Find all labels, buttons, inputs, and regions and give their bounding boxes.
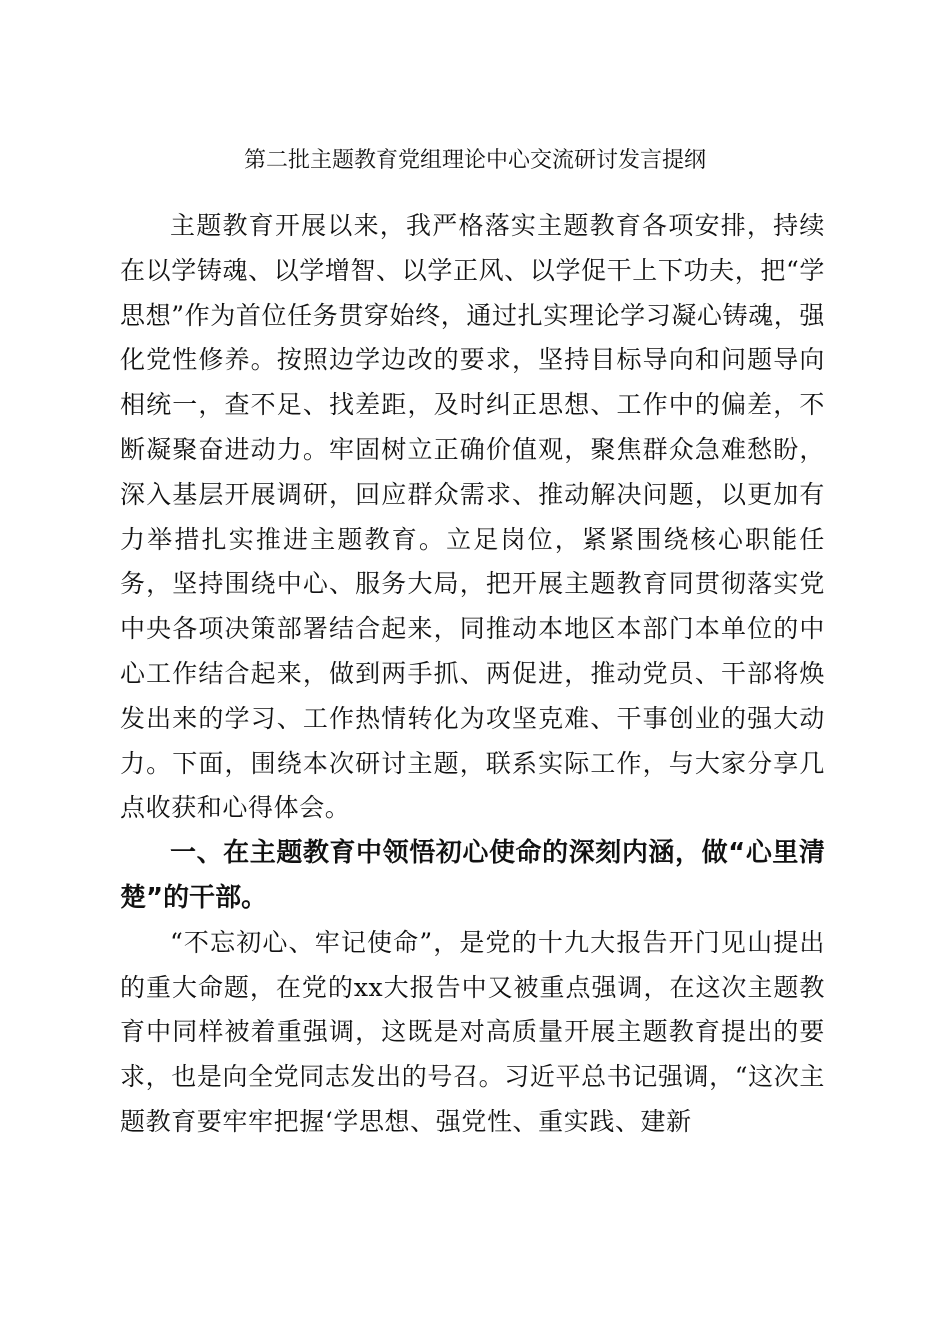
document-body [120, 204, 825, 1145]
paragraph-intro: 主题教育开展以来，我严格落实主题教育各项安排，持续在以学铸魂、以学增智、以学正风、以学促干上下功夫，把“学思想”作为首位任务贯穿始终，通过扎实理论学习凝心铸魂，强化党性修养。按照边学边改的要求，坚持目标导向和问题导向相统一，查不足、找差距，及时纠正思想、工作中的偏差，不断凝聚奋进动力。牢固树立正确价值观，聚焦群众急难愁盼，深入基层开展调研，回应群众需求、推动解决问题，以更加有力举措扎实推进主题教育。立足岗位，紧紧围绕核心职能任务，坚持围绕中心、服务大局，把开展主题教育同贯彻落实党中央各项决策部署结合起来，同推动本地区本部门本单位的中心工作结合起来，做到两手抓、两促进，推动党员、干部将焕发出来的学习、工作热情转化为攻坚克难、干事创业的强大动力。下面，围绕本次研讨主题，联系实际工作，与大家分享几点收获和心得体会。 [120, 211, 825, 823]
section-heading-1: 一、在主题教育中领悟初心使命的深刻内涵，做“心里清楚”的干部。 [120, 838, 825, 913]
document-title: 第二批主题教育党组理论中心交流研讨发言提纲 [243, 148, 706, 173]
paragraph-section-1: “不忘初心、牢记使命”，是党的十九大报告开门见山提出的重大命题，在党的xx大报告中又被重点强调，在这次主题教育中同样被着重强调，这既是对高质量开展主题教育提出的要求，也是向全党同志发出的号召。习近平总书记强调，“这次主题教育要牢牢把握‘学思想、强党性、重实践、建新 [120, 927, 825, 1136]
